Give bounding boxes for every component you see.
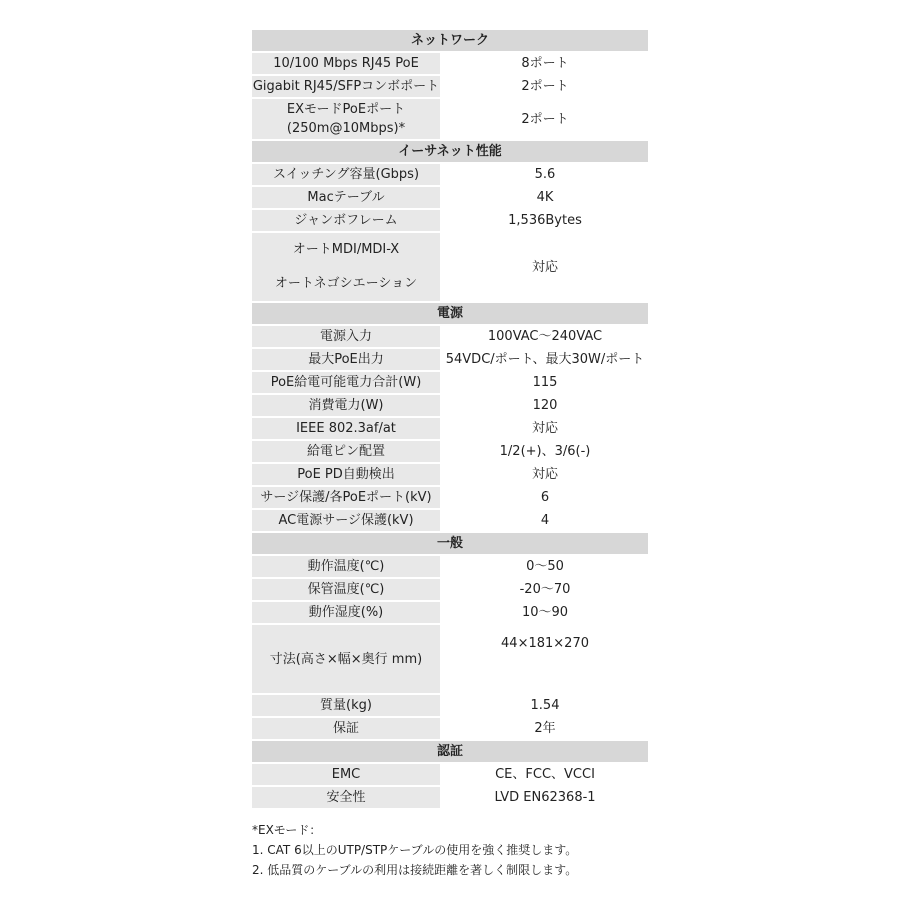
spec-value: -20～70 bbox=[442, 579, 648, 602]
spec-label: サージ保護/各PoEポート(kV) bbox=[252, 487, 442, 510]
spec-label: 動作湿度(%) bbox=[252, 602, 442, 625]
spec-value: 6 bbox=[442, 487, 648, 510]
table-row bbox=[252, 579, 648, 602]
section-title: 一般 bbox=[252, 533, 648, 556]
spec-label-line: (250m@10Mbps)* bbox=[286, 121, 406, 136]
spec-label: Gigabit RJ45/SFPコンボポート bbox=[252, 76, 442, 99]
section-header-power bbox=[252, 303, 648, 326]
spec-label: 給電ピン配置 bbox=[252, 441, 442, 464]
spec-value: 100VAC～240VAC bbox=[442, 326, 648, 349]
spec-label: EMC bbox=[252, 764, 442, 787]
spec-value: LVD EN62368-1 bbox=[442, 787, 648, 810]
spec-value: 4K bbox=[442, 187, 648, 210]
table-row bbox=[252, 718, 648, 741]
section-title: 電源 bbox=[252, 303, 648, 326]
table-row bbox=[252, 418, 648, 441]
table-row bbox=[252, 99, 648, 141]
spec-value: 対応 bbox=[442, 418, 648, 441]
spec-label: 電源入力 bbox=[252, 326, 442, 349]
table-row bbox=[252, 787, 648, 810]
spec-value: 54VDC/ポート、最大30W/ポート bbox=[442, 349, 648, 372]
spec-value: 5.6 bbox=[442, 164, 648, 187]
spec-value: 2ポート bbox=[442, 76, 648, 99]
spec-label: 質量(kg) bbox=[252, 695, 442, 718]
table-row bbox=[252, 464, 648, 487]
table-row bbox=[252, 625, 648, 695]
spec-value: CE、FCC、VCCI bbox=[442, 764, 648, 787]
section-header-certification bbox=[252, 741, 648, 764]
spec-value: 8ポート bbox=[442, 53, 648, 76]
spec-value: 115 bbox=[442, 372, 648, 395]
spec-label bbox=[252, 99, 442, 141]
spec-label: 10/100 Mbps RJ45 PoE bbox=[252, 53, 442, 76]
spec-label: 保証 bbox=[252, 718, 442, 741]
table-row bbox=[252, 76, 648, 99]
spec-label: 寸法(高さ×幅×奥行 mm) bbox=[252, 625, 442, 695]
spec-value: 対応 bbox=[442, 464, 648, 487]
section-header-general bbox=[252, 533, 648, 556]
table-row bbox=[252, 372, 648, 395]
table-row bbox=[252, 441, 648, 464]
section-title: 認証 bbox=[252, 741, 648, 764]
table-row bbox=[252, 187, 648, 210]
spec-value: 1,536Bytes bbox=[442, 210, 648, 233]
spec-label: 安全性 bbox=[252, 787, 442, 810]
footnotes bbox=[252, 820, 577, 880]
table-row bbox=[252, 695, 648, 718]
footnote-item: 1. CAT 6以上のUTP/STPケーブルの使用を強く推奨します。 bbox=[252, 843, 578, 857]
table-row bbox=[252, 233, 648, 303]
table-row bbox=[252, 53, 648, 76]
spec-label-line: EXモードPoEポート bbox=[286, 102, 406, 117]
spec-value: 1/2(+)、3/6(-) bbox=[442, 441, 648, 464]
spec-value: 10～90 bbox=[442, 602, 648, 625]
spec-label: 消費電力(W) bbox=[252, 395, 442, 418]
spec-label: PoE PD自動検出 bbox=[252, 464, 442, 487]
footnote-item: 2. 低品質のケーブルの利用は接続距離を著しく制限します。 bbox=[252, 863, 578, 877]
spec-value: 4 bbox=[442, 510, 648, 533]
spec-value: 2年 bbox=[442, 718, 648, 741]
section-title: ネットワーク bbox=[252, 30, 648, 53]
section-header-ethernet bbox=[252, 141, 648, 164]
spec-label: IEEE 802.3af/at bbox=[252, 418, 442, 441]
table-row bbox=[252, 487, 648, 510]
spec-value: 1.54 bbox=[442, 695, 648, 718]
spec-label: PoE給電可能電力合計(W) bbox=[252, 372, 442, 395]
spec-label bbox=[252, 233, 442, 303]
table-row bbox=[252, 764, 648, 787]
footnote-heading: *EXモード： bbox=[252, 823, 322, 837]
spec-value: 対応 bbox=[442, 233, 648, 303]
table-row bbox=[252, 510, 648, 533]
table-row bbox=[252, 164, 648, 187]
table-row bbox=[252, 210, 648, 233]
table-row bbox=[252, 602, 648, 625]
spec-label: ジャンボフレーム bbox=[252, 210, 442, 233]
spec-label: AC電源サージ保護(kV) bbox=[252, 510, 442, 533]
spec-label: スイッチング容量(Gbps) bbox=[252, 164, 442, 187]
spec-value: 0～50 bbox=[442, 556, 648, 579]
section-title: イーサネット性能 bbox=[252, 141, 648, 164]
table-row bbox=[252, 556, 648, 579]
spec-value: 2ポート bbox=[442, 99, 648, 141]
spec-value: 120 bbox=[442, 395, 648, 418]
spec-label: 最大PoE出力 bbox=[252, 349, 442, 372]
table-row bbox=[252, 326, 648, 349]
spec-label-line: オートネゴシエーション bbox=[274, 276, 418, 291]
table-row bbox=[252, 349, 648, 372]
spec-value-text: 44×181×270 bbox=[501, 635, 589, 651]
section-header-network bbox=[252, 30, 648, 53]
spec-label: Macテーブル bbox=[252, 187, 442, 210]
spec-table bbox=[252, 30, 648, 810]
spec-label-line: オートMDI/MDI-X bbox=[292, 242, 400, 257]
table-row bbox=[252, 395, 648, 418]
spec-label: 動作温度(℃) bbox=[252, 556, 442, 579]
spec-label: 保管温度(℃) bbox=[252, 579, 442, 602]
spec-value bbox=[442, 625, 648, 695]
